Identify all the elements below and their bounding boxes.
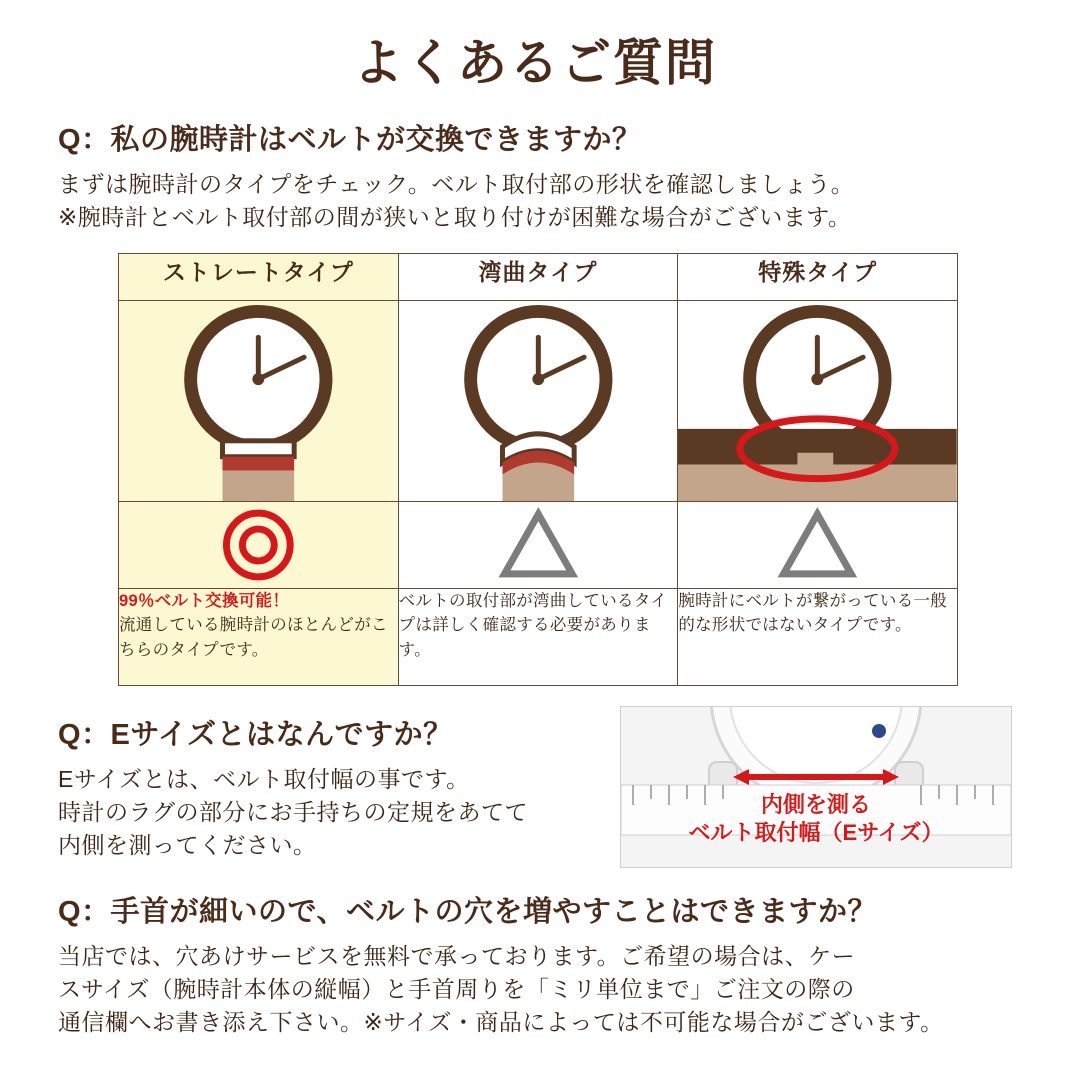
q3-line1: 当店では、穴あけサービスを無料で承っております。ご希望の場合は、ケー xyxy=(58,942,856,969)
q2-line3: 内側を測ってください。 xyxy=(58,832,317,859)
triangle-icon xyxy=(678,502,957,588)
note-straight-text: 流通している腕時計のほとんどがこちらのタイプです。 xyxy=(119,616,388,660)
esize-diagram xyxy=(621,707,1011,867)
watch-straight-icon xyxy=(119,301,398,501)
illustration-curved xyxy=(398,300,678,501)
q2-section xyxy=(0,712,1070,863)
q3-line3: 通信欄へお書き添え下さい。※サイズ・商品によっては不可能な場合がございます。 xyxy=(58,1009,944,1036)
note-straight-highlight: 99％ベルト交換可能！ xyxy=(119,591,290,610)
table-illustration-row xyxy=(119,300,958,501)
mark-straight xyxy=(119,501,399,588)
q1-line1: まずは腕時計のタイプをチェック。ベルト取付部の形状を確認しましょう。 xyxy=(58,171,855,197)
q3-line2: スサイズ（腕時計本体の縦幅）と手首周りを「ミリ単位まで」ご注文の際の xyxy=(58,976,855,1003)
q2-line2: 時計のラグの部分にお手持ちの定規をあてて xyxy=(58,799,528,826)
q2-heading: Q：Eサイズとはなんですか？ xyxy=(58,718,453,751)
table-mark-row xyxy=(119,501,958,588)
q1-line2: ※腕時計とベルト取付部の間が狭いと取り付けが困難な場合がございます。 xyxy=(58,204,852,231)
header-special: 特殊タイプ xyxy=(678,253,958,300)
q1-heading: Q：私の腕時計はベルトが交換できますか？ xyxy=(58,124,642,156)
double-circle-icon xyxy=(119,502,398,588)
header-curved: 湾曲タイプ xyxy=(398,253,678,300)
note-curved-text: ベルトの取付部が湾曲しているタイプは詳しく確認する必要があります。 xyxy=(398,591,668,660)
esize-photo xyxy=(620,706,1012,868)
watch-curved-icon xyxy=(399,301,678,501)
note-special-text: 腕時計にベルトが繋がっている一般的な形状ではないタイプです。 xyxy=(678,591,948,635)
note-straight xyxy=(119,588,399,685)
note-curved xyxy=(398,588,678,685)
watch-type-table xyxy=(118,253,958,686)
illustration-special xyxy=(678,300,958,501)
esize-label-1: 内側を測る xyxy=(760,791,872,817)
mark-curved xyxy=(398,501,678,588)
page-title: よくあるご質問 xyxy=(353,35,717,91)
q3-heading: Q：手首が細いので、ベルトの穴を増やすことはできますか？ xyxy=(58,895,877,928)
illustration-straight xyxy=(119,300,399,501)
watch-special-icon xyxy=(678,301,957,501)
note-special xyxy=(678,588,958,685)
table-header-row xyxy=(119,253,958,300)
esize-label-2: ベルト取付幅（Eサイズ） xyxy=(688,819,944,845)
mark-special xyxy=(678,501,958,588)
triangle-icon xyxy=(399,502,678,588)
table-note-row xyxy=(119,588,958,685)
q2-line1: Eサイズとは、ベルト取付幅の事です。 xyxy=(58,765,470,792)
header-straight: ストレートタイプ xyxy=(119,253,399,300)
